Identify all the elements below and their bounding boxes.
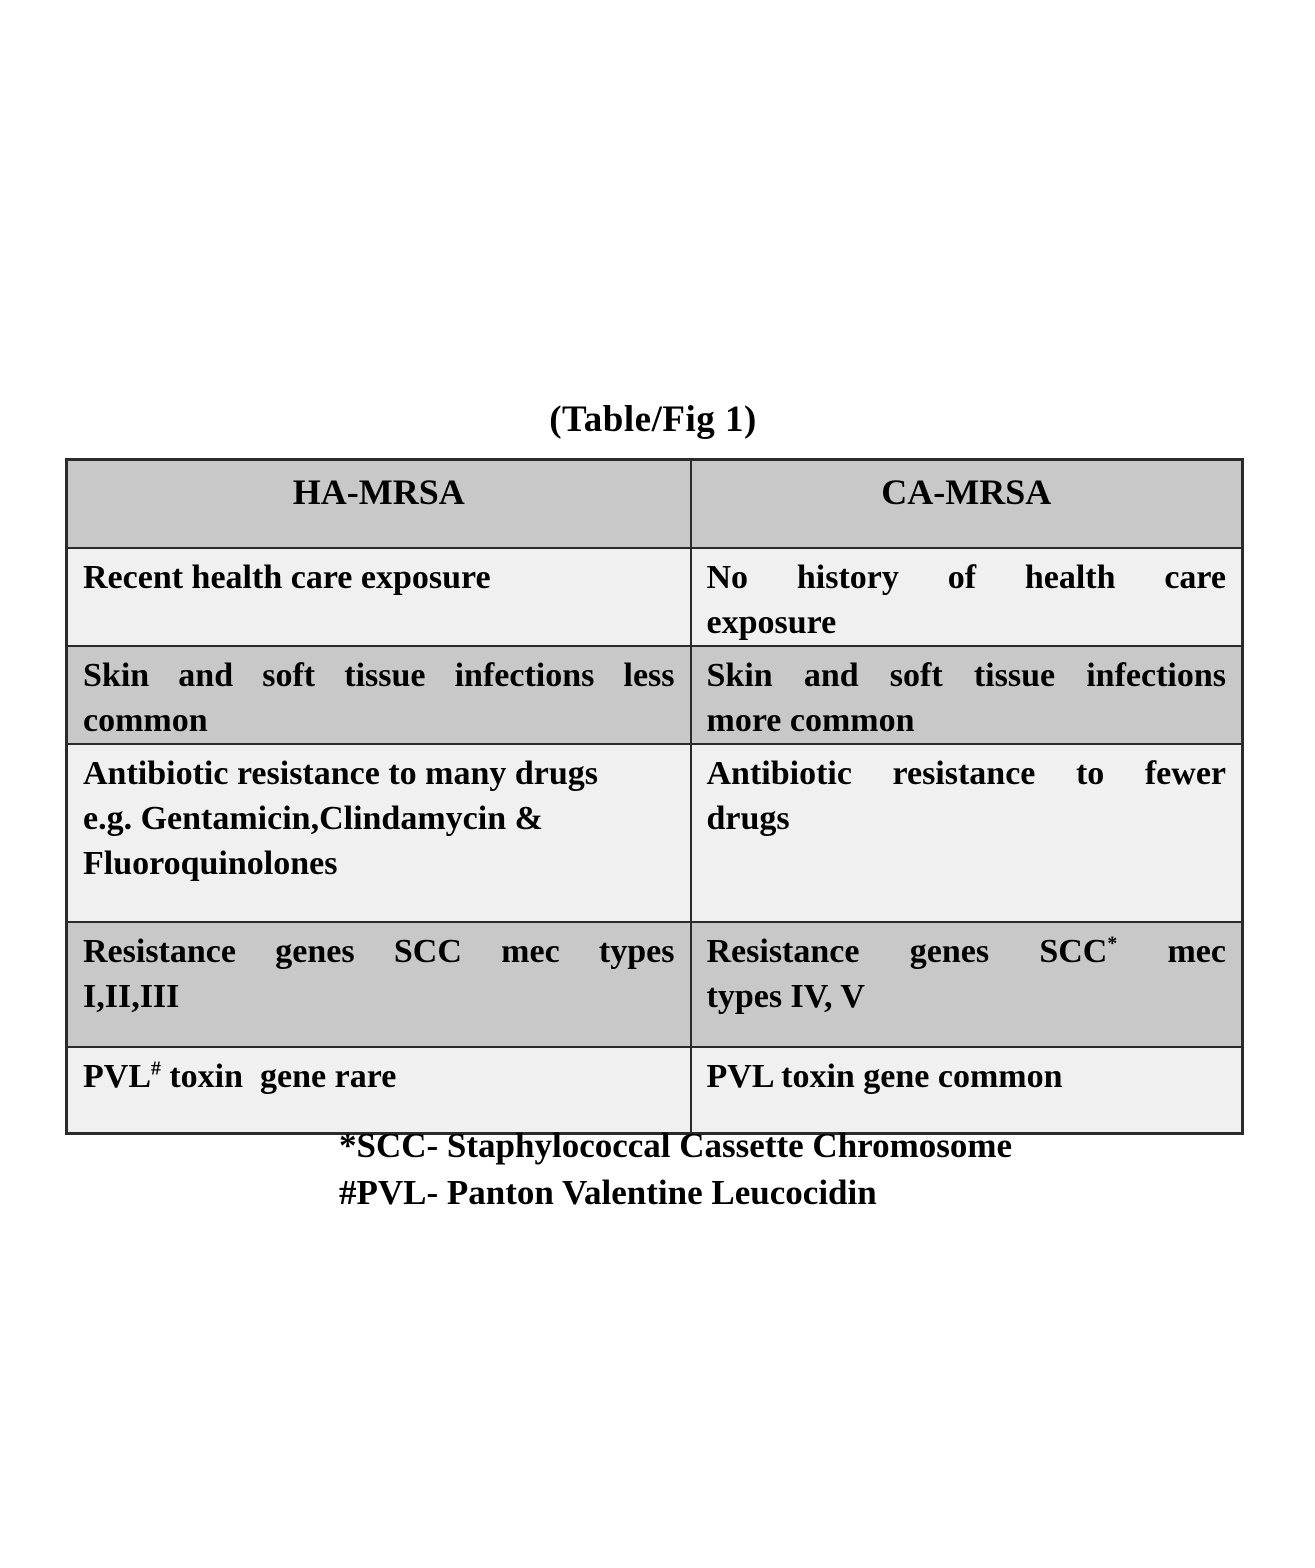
cell-line: Skin and soft tissue infections less [83, 656, 675, 694]
table-row [67, 548, 1243, 646]
cell-line: Antibiotic resistance to many drugs [83, 754, 599, 792]
table-cell [691, 646, 1243, 744]
table-cell [67, 744, 691, 922]
cell-line: Recent health care exposure [83, 558, 491, 596]
cell-line: Fluoroquinolones [83, 844, 338, 882]
cell-line: more common [706, 701, 915, 739]
table-cell [691, 922, 1243, 1047]
cell-line: No history of health care [706, 558, 1226, 596]
cell-line: PVL toxin gene common [706, 1057, 1063, 1095]
footnotes [339, 1122, 1012, 1216]
cell-line: Skin and soft tissue infections [706, 656, 1226, 694]
table-row [67, 1047, 1243, 1134]
cell-line: exposure [706, 603, 837, 641]
table-cell [67, 548, 691, 646]
cell-line: drugs [706, 799, 790, 837]
cell-line: Resistance genes SCC mec types [83, 932, 675, 970]
table-cell [67, 646, 691, 744]
cell-line: e.g. Gentamicin,Clindamycin & [83, 799, 543, 837]
table-row [67, 922, 1243, 1047]
header-cell-ca-mrsa: CA-MRSA [691, 460, 1243, 548]
table-cell [691, 744, 1243, 922]
header-cell-ha-mrsa: HA-MRSA [67, 460, 691, 548]
table-header-row [67, 460, 1243, 548]
cell-line: Resistance genes SCC* mec [706, 932, 1226, 970]
footnote-scc: *SCC- Staphylococcal Cassette Chromosome [339, 1126, 1013, 1165]
table-row [67, 646, 1243, 744]
cell-line: common [83, 701, 208, 739]
table-cell [691, 548, 1243, 646]
figure-title: (Table/Fig 1) [549, 399, 757, 440]
superscript-marker: # [151, 1057, 161, 1080]
superscript-marker: * [1107, 932, 1118, 955]
footnote-pvl: #PVL- Panton Valentine Leucocidin [339, 1173, 877, 1212]
table-cell [67, 922, 691, 1047]
table-cell [67, 1047, 691, 1134]
cell-line: PVL# toxin gene rare [83, 1057, 397, 1095]
table-row [67, 744, 1243, 922]
cell-line: I,II,III [83, 977, 180, 1015]
cell-line: types IV, V [706, 977, 865, 1015]
mrsa-comparison-table [65, 458, 1244, 1135]
table-cell [691, 1047, 1243, 1134]
cell-line: Antibiotic resistance to fewer [706, 754, 1226, 792]
